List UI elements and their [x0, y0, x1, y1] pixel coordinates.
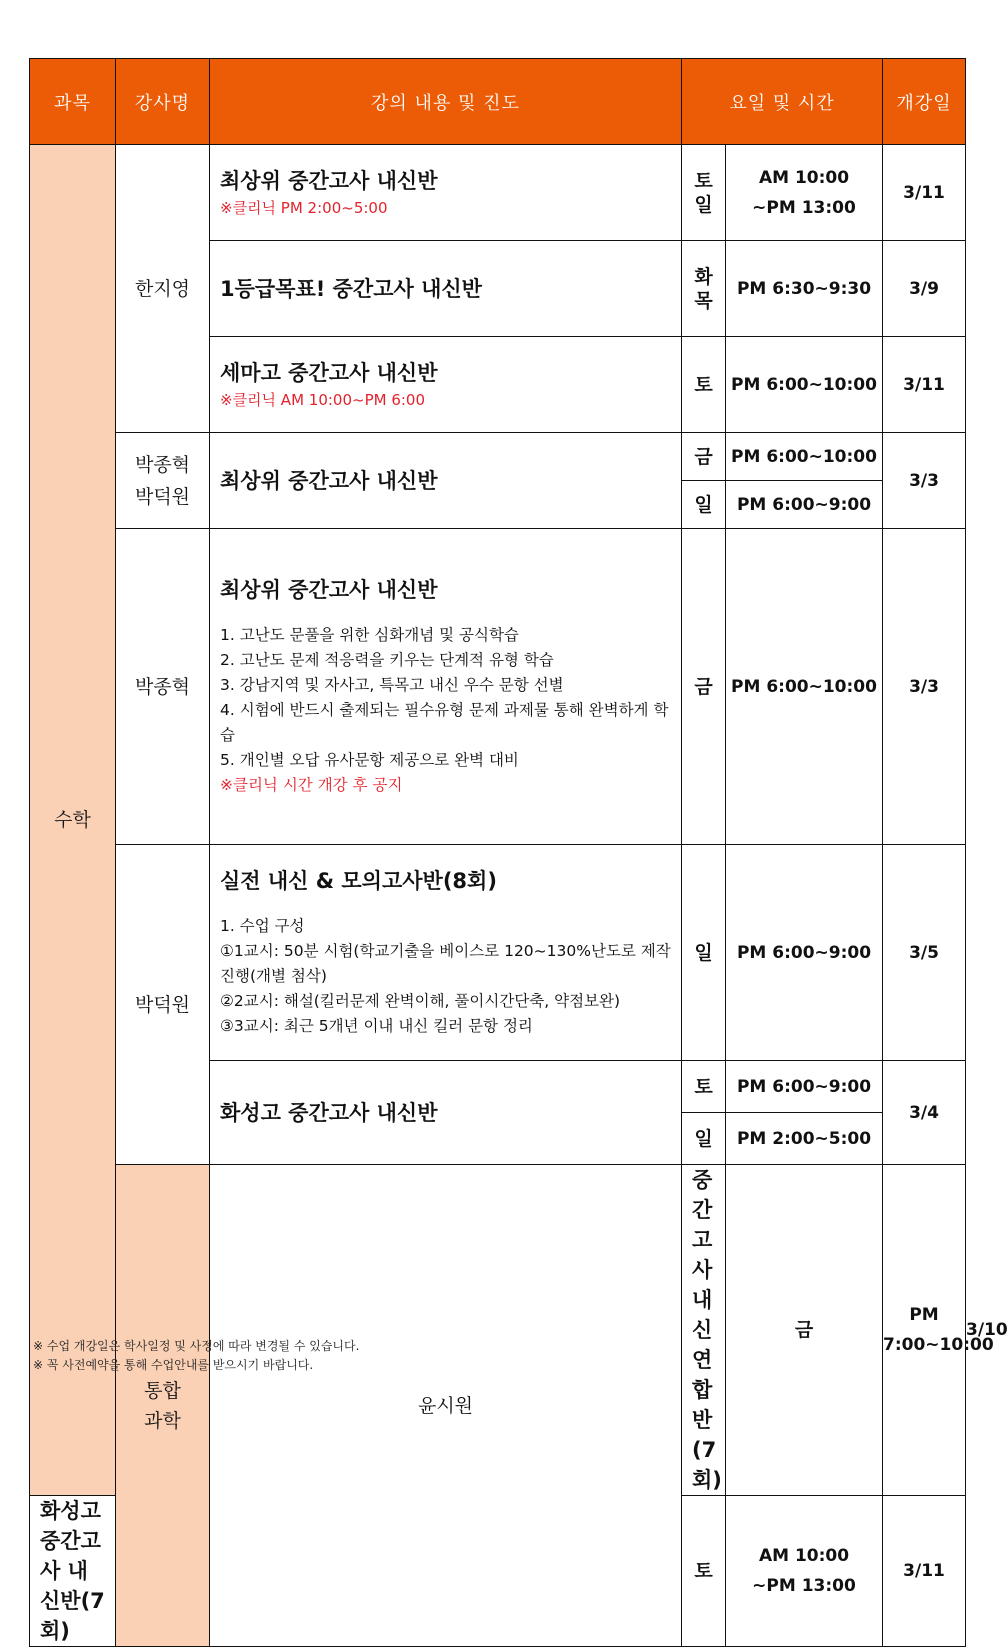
day: 일	[682, 845, 726, 1061]
course-title: 최상위 중간고사 내신반	[220, 468, 438, 493]
header-open-date: 개강일	[883, 59, 966, 145]
course-title: 세마고 중간고사 내신반	[220, 360, 438, 385]
teacher-name: 박덕원	[134, 485, 191, 508]
course-cell	[30, 1496, 116, 1647]
schedule-table	[29, 58, 1008, 1647]
list-item: ②2교시: 해설(킬러문제 완벽이해, 풀이시간단축, 약점보완)	[220, 992, 621, 1010]
time: PM 7:00~10:00	[883, 1165, 966, 1496]
teacher-pair	[116, 433, 210, 529]
table-row	[30, 845, 966, 1061]
course-cell	[210, 241, 682, 337]
day: 토	[682, 337, 726, 433]
subject-line: 통합	[144, 1379, 181, 1402]
course-detail-list	[220, 914, 671, 1039]
day: 일	[682, 481, 726, 529]
list-item: ①1교시: 50분 시험(학교기출을 베이스로 120~130%난도로 제작 진행(개별 첨삭)	[220, 942, 671, 985]
time: PM 6:00~9:00	[726, 845, 883, 1061]
subject-line: 과학	[144, 1409, 181, 1432]
day: 목	[694, 289, 713, 312]
teacher-park-dw: 박덕원	[116, 845, 210, 1165]
day: 일	[694, 193, 713, 216]
day: 일	[682, 1113, 726, 1165]
open-date: 3/3	[883, 433, 966, 529]
clinic-note: ※클리닉 시간 개강 후 공지	[220, 776, 403, 794]
table-row	[30, 145, 966, 241]
course-title: 중간고사 내신 연합반(7회)	[692, 1168, 722, 1492]
course-title: 1등급목표! 중간고사 내신반	[220, 276, 482, 301]
open-date: 3/11	[883, 1496, 966, 1647]
time: ~PM 13:00	[752, 1576, 856, 1596]
header-teacher: 강사명	[116, 59, 210, 145]
course-title: 실전 내신 & 모의고사반(8회)	[220, 869, 497, 893]
time: PM 2:00~5:00	[726, 1113, 883, 1165]
open-date: 3/3	[883, 529, 966, 845]
list-item: 5. 개인별 오답 유사문항 제공으로 완벽 대비	[220, 751, 519, 769]
header-content: 강의 내용 및 진도	[210, 59, 682, 145]
course-cell	[210, 1061, 682, 1165]
course-cell	[210, 529, 682, 845]
header-subject: 과목	[30, 59, 116, 145]
open-date: 3/9	[883, 241, 966, 337]
list-item: 3. 강남지역 및 자사고, 특목고 내신 우수 문항 선별	[220, 676, 564, 694]
table-row	[30, 433, 966, 481]
open-date: 3/11	[883, 145, 966, 241]
day: 금	[682, 433, 726, 481]
footnotes	[33, 1337, 359, 1375]
subject-math: 수학	[30, 145, 116, 1496]
list-item: ③3교시: 최근 5개년 이내 내신 킬러 문항 정리	[220, 1017, 533, 1035]
list-item: 4. 시험에 반드시 출제되는 필수유형 문제 과제물 통해 완벽하게 학습	[220, 701, 669, 744]
clinic-note: ※클리닉 PM 2:00~5:00	[220, 198, 388, 217]
teacher-name: 박종혁	[134, 453, 191, 476]
time: PM 6:00~9:00	[726, 1061, 883, 1113]
time-cell	[726, 1496, 883, 1647]
day: 토	[682, 1496, 726, 1647]
open-date: 3/4	[883, 1061, 966, 1165]
day-cell	[682, 145, 726, 241]
time: PM 6:00~9:00	[726, 481, 883, 529]
table-row: 통합 과학 윤시원 중간고사 내신 연합반(7회) 금 PM 7:00~10:00 3/10	[30, 1165, 966, 1496]
list-item: 2. 고난도 문제 적응력을 키우는 단계적 유형 학습	[220, 651, 554, 669]
time: PM 6:00~10:00	[726, 529, 883, 845]
time: PM 6:30~9:30	[726, 241, 883, 337]
subject-science	[116, 1165, 210, 1647]
teacher-han: 한지영	[116, 145, 210, 433]
table-row	[30, 529, 966, 845]
time: PM 6:00~10:00	[726, 337, 883, 433]
time: PM 6:00~10:00	[726, 433, 883, 481]
teacher-park-jh: 박종혁	[116, 529, 210, 845]
day: 금	[682, 529, 726, 845]
day: 토	[682, 1061, 726, 1113]
open-date: 3/11	[883, 337, 966, 433]
day: 금	[726, 1165, 883, 1496]
open-date: 3/5	[883, 845, 966, 1061]
footnote: ※ 꼭 사전예약을 통해 수업안내를 받으시기 바랍니다.	[33, 1358, 314, 1372]
list-item: 1. 수업 구성	[220, 917, 305, 935]
course-title: 최상위 중간고사 내신반	[220, 168, 438, 193]
header-row	[30, 59, 966, 145]
list-item: 1. 고난도 문풀을 위한 심화개념 및 공식학습	[220, 626, 519, 644]
day-cell	[682, 241, 726, 337]
course-cell	[210, 145, 682, 241]
course-title: 화성고 중간고사 내신반	[220, 1100, 438, 1125]
course-cell	[682, 1165, 726, 1496]
course-title: 최상위 중간고사 내신반	[220, 578, 438, 602]
time-cell	[726, 145, 883, 241]
day: 토	[694, 169, 713, 192]
header-schedule: 요일 및 시간	[682, 59, 883, 145]
course-cell	[210, 433, 682, 529]
course-cell	[210, 845, 682, 1061]
clinic-note: ※클리닉 AM 10:00~PM 6:00	[220, 390, 426, 409]
footnote: ※ 수업 개강일은 학사일정 및 사정에 따라 변경될 수 있습니다.	[33, 1339, 360, 1353]
time: ~PM 13:00	[752, 197, 856, 218]
time: AM 10:00	[758, 1546, 850, 1566]
time: AM 10:00	[758, 167, 850, 188]
course-detail-list	[220, 623, 671, 798]
day: 화	[694, 265, 713, 288]
course-title: 화성고 중간고사 내신반(7회)	[40, 1499, 105, 1643]
teacher-yoon: 윤시원	[210, 1165, 682, 1647]
course-cell	[210, 337, 682, 433]
